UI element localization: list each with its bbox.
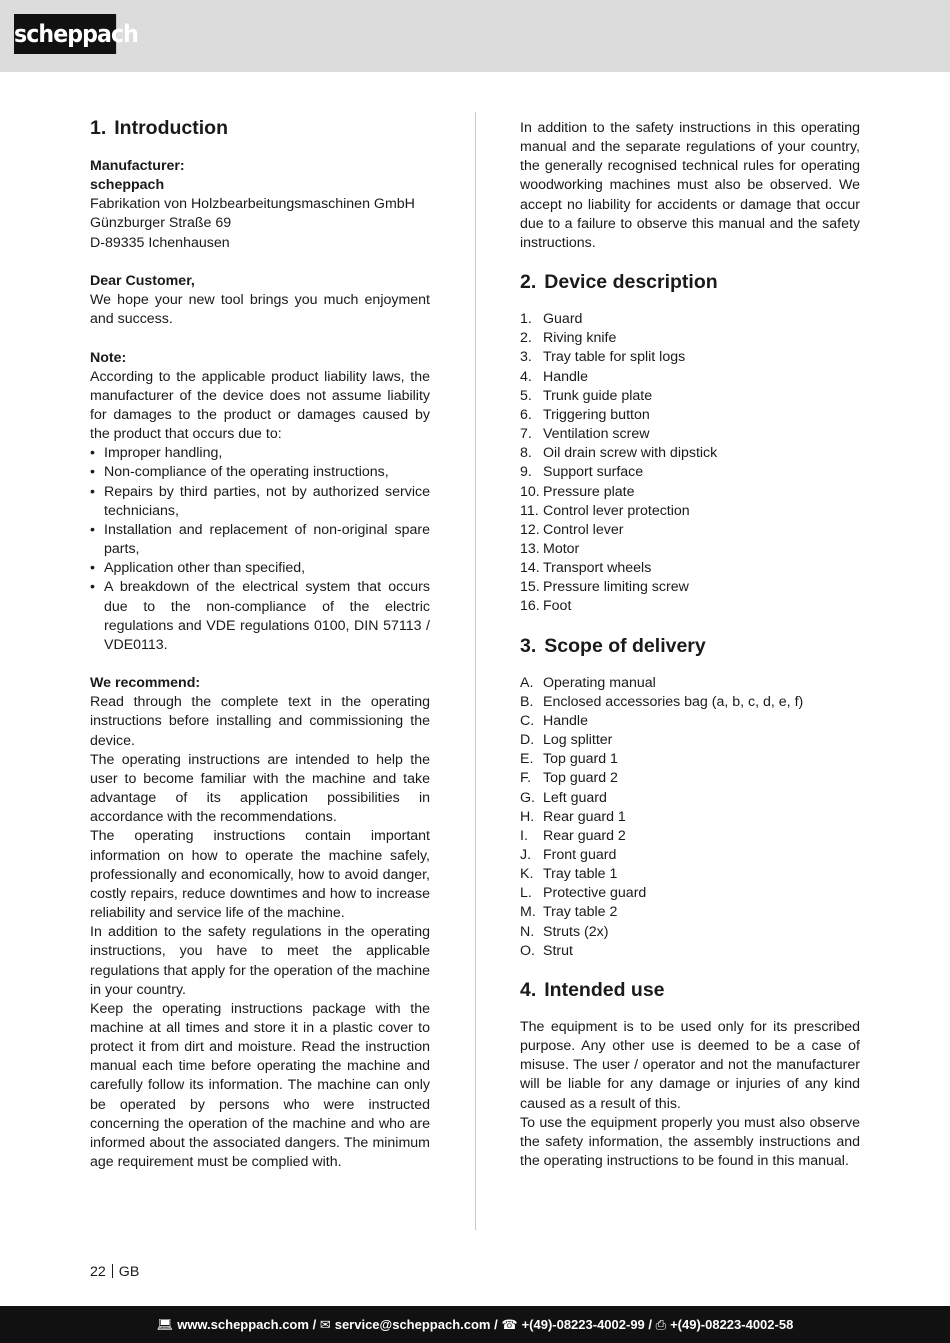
list-item [520,597,860,616]
manufacturer-label: Manufacturer: [90,158,185,174]
list-item-number: 6. [520,406,532,423]
list-item-number: B. [520,693,534,710]
list-item-text: Struts (2x) [543,923,609,940]
column-divider [475,112,476,1230]
list-item [520,540,860,559]
list-item-text: Pressure limiting screw [543,579,689,596]
list-item-text: Rear guard 1 [543,808,626,825]
list-item-number: M. [520,904,536,921]
manufacturer-name: scheppach [90,177,165,194]
phone-icon: ☎︎ [501,1317,518,1332]
list-item [520,406,860,425]
list-item [520,387,860,406]
note-text: According to the applicable product liability laws, the manufacturer of the device does not assume liability for damages to the product or damages caused by the product that occurs due to: [90,368,430,443]
list-item [520,674,860,693]
list-item-number: O. [520,942,535,959]
list-item-text: Triggering button [543,406,650,423]
list-item-text: Front guard [543,847,617,863]
list-item-number: F. [520,770,532,787]
list-item-text: Guard [543,311,583,328]
note-bullet-list [90,444,430,655]
list-item-text: Handle [543,712,588,729]
list-item-number: 8. [520,445,532,462]
list-item-number: 16. [520,598,540,615]
address-line: Fabrikation von Holzbearbeitungsmaschinen GmbH [90,196,415,213]
list-item-number: 1. [520,311,532,328]
list-item-number: E. [520,751,534,768]
list-item-number: K. [520,866,534,883]
intended-use-paragraph: To use the equipment properly you must also observe the safety information, the assembly instructions and the operating instructions to be found in this manual. [520,1114,860,1170]
note-label: Note: [90,349,127,366]
list-item [520,903,860,922]
list-item-text: Transport wheels [543,560,652,577]
list-item-text: Top guard 2 [543,770,618,787]
list-item-number: 3. [520,349,532,366]
list-item [520,693,860,712]
list-item-number: N. [520,923,535,940]
list-item [520,731,860,750]
intended-use-paragraph: The equipment is to be used only for its prescribed purpose. Any other use is deemed to be a case of misuse. The user / operator and not the manufacturer will be liable for any damage or injuries of any kind caused as a result of this. [520,1018,860,1112]
list-item [520,846,860,865]
recommend-paragraph: Read through the complete text in the operating instructions before installing and commissioning the device. [90,694,430,749]
list-item: • A breakdown of the electrical system that occurs due to the non-compliance of the electric regulations and VDE regulations 0100, DIN 57113 / VDE0113. [90,578,430,655]
list-item-text: Oil drain screw with dipstick [543,445,718,462]
list-item-text: Trunk guide plate [543,387,653,404]
list-item-number: A. [520,674,534,691]
list-item-number: L. [520,885,532,902]
list-item-number: 11. [520,502,539,519]
list-item [520,425,860,444]
list-item: • Improper handling, [90,444,430,463]
list-item-text: Riving knife [543,330,617,347]
fax-number: +(49)-08223-4002-58 [670,1317,794,1332]
list-item-text: Control lever protection [543,502,690,519]
recommend-label: We recommend: [90,675,201,692]
list-item-text: Operating manual [543,674,656,691]
list-item-number: 9. [520,464,532,481]
list-item [520,578,860,597]
list-item [520,444,860,463]
list-item [520,559,860,578]
list-item-text: Protective guard [543,885,647,902]
dear-customer-label: Dear Customer, [90,272,195,289]
list-item [520,865,860,884]
left-column [90,116,430,1172]
dear-customer-text: We hope your new tool brings you much enjoyment and success. [90,292,430,328]
recommend-paragraph: Keep the operating instructions package with the machine at all times and store it in a plastic cover to protect it from dirt and moisture. Read the instruction manual each time before operating the machine and carefully follow its information. The machine can only be operated by persons who were instructed concerning the operation of the machine and who are informed about the associated dangers. The minimum age requirement must be complied with. [90,1000,430,1171]
list-item-number: 5. [520,387,532,404]
section-heading-intended-use: 4. Intended use [520,978,665,1001]
list-item [520,769,860,788]
recommend-paragraph: In addition to the safety regulations in the operating instructions, you have to meet the applicable regulations that apply for the operation of the machine in your country. [90,924,430,998]
list-item-text: Pressure plate [543,483,635,500]
list-item-number: C. [520,712,535,729]
list-item [520,521,860,540]
contact-footer-bar: 💻︎ www.scheppach.com / ✉︎ service@scheppach.com / ☎︎ +(49)-08223-4002-99 / ⎙ +(49)-08223-4002-58 [0,1306,950,1343]
list-item [520,942,860,961]
list-item-text: Left guard [543,789,607,806]
list-item: • Repairs by third parties, not by authorized service technicians, [90,483,430,521]
list-item [520,368,860,387]
right-column [520,119,860,1171]
list-item-text: Ventilation screw [543,426,650,443]
address-line: Günzburger Straße 69 [90,215,232,232]
list-item [520,827,860,846]
list-item-number: 15. [520,579,540,596]
list-item-number: 10. [520,483,540,500]
list-item-number: 4. [520,368,532,385]
mail-icon: ✉︎ [319,1317,331,1332]
list-item-number: 7. [520,426,532,443]
list-item-number: 2. [520,330,532,347]
list-item-text: Strut [543,942,573,959]
list-item: • Application other than specified, [90,559,430,578]
section-heading-scope-of-delivery: 3. Scope of delivery [520,634,706,657]
list-item [520,789,860,808]
list-item-text: Top guard 1 [543,751,618,768]
list-item-text: Control lever [543,521,624,538]
list-item [520,348,860,367]
list-item-number: 14. [520,560,540,577]
computer-icon: 💻︎ [156,1317,174,1332]
list-item-text: Enclosed accessories bag (a, b, c, d, e, f) [543,693,804,710]
list-item [520,463,860,482]
page-separator [112,1264,113,1278]
list-item-text: Support surface [543,464,644,481]
list-item [520,750,860,769]
list-item-text: Foot [543,598,572,615]
list-item-text: Tray table 2 [543,904,618,921]
list-item-text: Rear guard 2 [543,827,626,844]
list-item-text: Handle [543,368,588,385]
list-item-number: G. [520,789,535,806]
list-item: • Non-compliance of the operating instructions, [90,463,430,482]
header-band [0,0,950,72]
fax-icon: ⎙ [655,1317,667,1332]
list-item [520,483,860,502]
device-parts-list [520,310,860,617]
section-heading-device-description: 2. Device description [520,271,718,294]
list-item-text: Tray table for split logs [543,349,686,366]
section-heading-introduction: 1. Introduction [90,117,228,139]
list-item [520,502,860,521]
website-link[interactable]: www.scheppach.com [177,1317,309,1332]
list-item [520,712,860,731]
list-item-number: I. [520,827,528,844]
address-line: D-89335 Ichenhausen [90,234,230,251]
recommend-paragraph: The operating instructions are intended to help the user to become familiar with the machine and take advantage of its application possibilities in accordance with the recommendations. [90,751,430,826]
list-item-number: D. [520,732,535,749]
recommend-paragraph: The operating instructions contain important information on how to operate the machine safely, professionally and economically, how to avoid danger, costly repairs, reduce downtimes and how to increase reliability and service life of the machine. [90,828,430,922]
list-item-text: Log splitter [543,732,613,749]
list-item-text: Tray table 1 [543,866,618,883]
list-item [520,329,860,348]
list-item-text: Motor [543,540,580,557]
list-item [520,310,860,329]
email-link[interactable]: service@scheppach.com [334,1317,491,1332]
list-item-number: 12. [520,521,540,538]
list-item: • Installation and replacement of non-original spare parts, [90,521,430,559]
scope-of-delivery-list [520,674,860,961]
page-number: 22 GB [90,1264,140,1280]
list-item-number: J. [520,847,532,863]
list-item [520,884,860,903]
scheppach-logo: scheppach [14,14,116,54]
list-item-number: H. [520,808,535,825]
phone-number: +(49)-08223-4002-99 [521,1317,645,1332]
list-item-number: 13. [520,540,540,557]
safety-intro-paragraph: In addition to the safety instructions in this operating manual and the separate regulations of your country, the generally recognised technical rules for operating woodworking machines must also be observed. We accept no liability for accidents or damage that occur due to a failure to observe this manual and the safety instructions. [520,120,860,251]
list-item [520,923,860,942]
list-item [520,808,860,827]
